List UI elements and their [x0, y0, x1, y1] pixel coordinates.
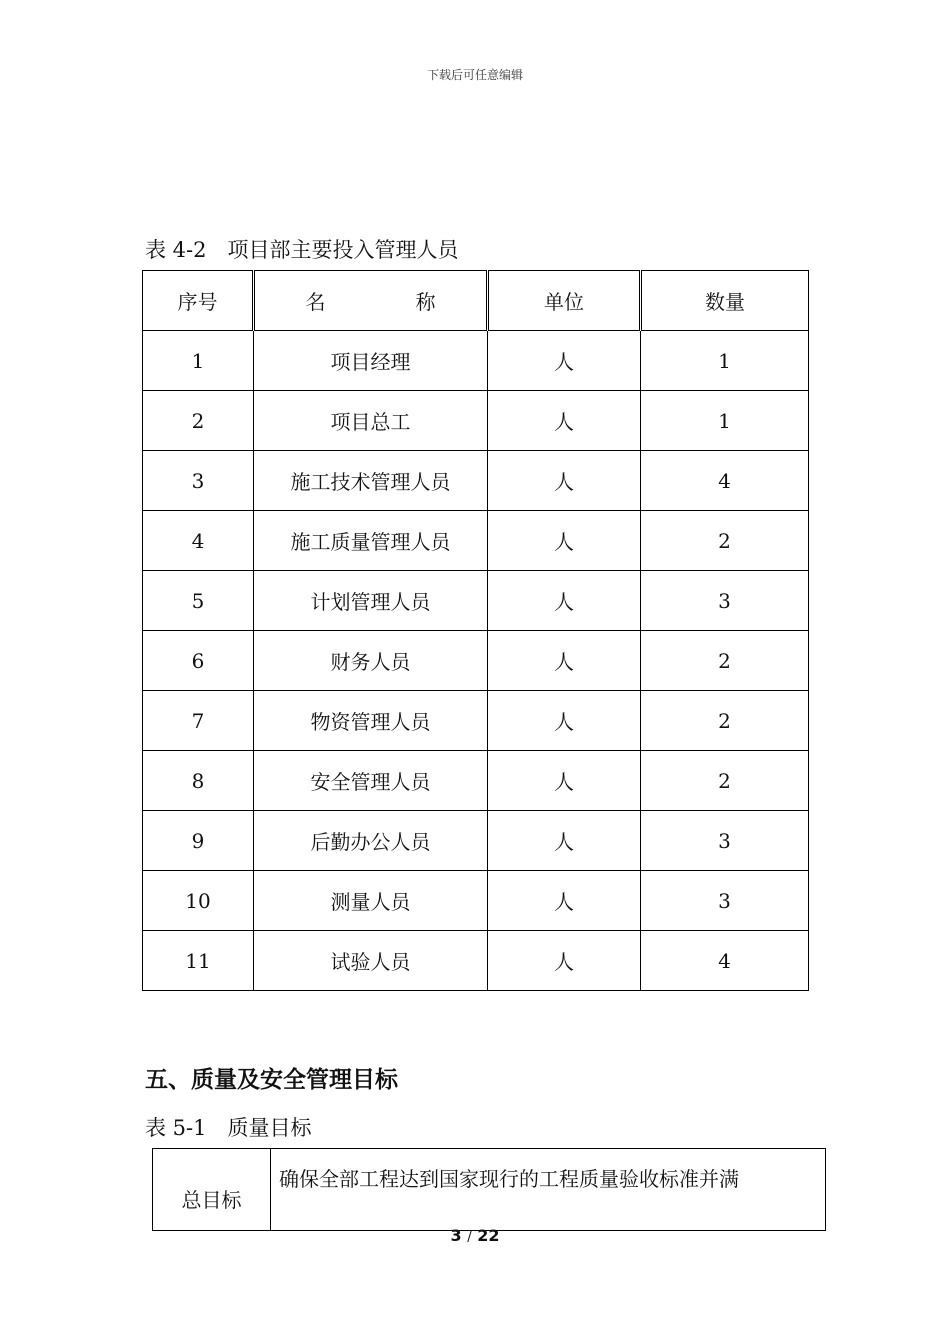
table-row — [143, 511, 809, 571]
cell-name: 项目总工 — [254, 391, 488, 451]
cell-name: 财务人员 — [254, 631, 488, 691]
page-separator: / — [467, 1230, 472, 1245]
cell-unit: 人 — [488, 691, 641, 751]
table-row — [143, 871, 809, 931]
page-number — [0, 1226, 950, 1245]
header-note: 下载后可任意编辑 — [426, 68, 523, 82]
table-row — [143, 391, 809, 451]
cell-unit: 人 — [488, 571, 641, 631]
section-title: 五、质量及安全管理目标 — [145, 1067, 398, 1093]
staff-table — [142, 270, 809, 991]
cell-name: 施工质量管理人员 — [254, 511, 488, 571]
cell-count: 3 — [641, 811, 809, 871]
cell-count: 1 — [641, 391, 809, 451]
cell-unit: 人 — [488, 811, 641, 871]
cell-index: 6 — [143, 631, 254, 691]
cell-name: 施工技术管理人员 — [254, 451, 488, 511]
cell-index: 9 — [143, 811, 254, 871]
cell-name: 物资管理人员 — [254, 691, 488, 751]
goal-content: 确保全部工程达到国家现行的工程质量验收标准并满 — [271, 1149, 826, 1231]
goal-row — [153, 1149, 826, 1231]
cell-index: 7 — [143, 691, 254, 751]
cell-name: 试验人员 — [254, 931, 488, 991]
cell-unit: 人 — [488, 931, 641, 991]
cell-unit: 人 — [488, 331, 641, 391]
cell-index: 4 — [143, 511, 254, 571]
cell-count: 4 — [641, 931, 809, 991]
cell-count: 4 — [641, 451, 809, 511]
cell-unit: 人 — [488, 871, 641, 931]
cell-name: 测量人员 — [254, 871, 488, 931]
cell-index: 2 — [143, 391, 254, 451]
cell-count: 2 — [641, 691, 809, 751]
cell-count: 2 — [641, 631, 809, 691]
cell-count: 3 — [641, 871, 809, 931]
cell-unit: 人 — [488, 451, 641, 511]
cell-unit: 人 — [488, 751, 641, 811]
cell-count: 3 — [641, 571, 809, 631]
cell-name: 后勤办公人员 — [254, 811, 488, 871]
cell-name: 项目经理 — [254, 331, 488, 391]
cell-unit: 人 — [488, 631, 641, 691]
cell-index: 8 — [143, 751, 254, 811]
cell-count: 1 — [641, 331, 809, 391]
header-name-left: 名 — [305, 290, 326, 314]
page-total: 22 — [477, 1226, 500, 1245]
table-row — [143, 331, 809, 391]
cell-unit: 人 — [488, 511, 641, 571]
cell-unit: 人 — [488, 391, 641, 451]
cell-count: 2 — [641, 751, 809, 811]
table-row — [143, 451, 809, 511]
cell-index: 11 — [143, 931, 254, 991]
header-name — [254, 271, 488, 331]
table-row — [143, 931, 809, 991]
page-current: 3 — [450, 1226, 462, 1245]
table-row — [143, 631, 809, 691]
header-count: 数量 — [641, 271, 809, 331]
cell-name: 安全管理人员 — [254, 751, 488, 811]
cell-index: 3 — [143, 451, 254, 511]
quality-goal-table — [152, 1148, 826, 1231]
header-name-right: 称 — [415, 290, 436, 314]
table-header-row — [143, 271, 809, 331]
table-row — [143, 571, 809, 631]
cell-count: 2 — [641, 511, 809, 571]
cell-name: 计划管理人员 — [254, 571, 488, 631]
cell-index: 1 — [143, 331, 254, 391]
cell-index: 5 — [143, 571, 254, 631]
table-row — [143, 691, 809, 751]
cell-index: 10 — [143, 871, 254, 931]
table-5-1-caption: 表 5-1 质量目标 — [145, 1116, 312, 1140]
table-4-2-caption: 表 4-2 项目部主要投入管理人员 — [145, 238, 459, 262]
goal-label: 总目标 — [153, 1149, 271, 1231]
table-row — [143, 751, 809, 811]
header-unit: 单位 — [488, 271, 641, 331]
table-row — [143, 811, 809, 871]
header-index: 序号 — [143, 271, 254, 331]
